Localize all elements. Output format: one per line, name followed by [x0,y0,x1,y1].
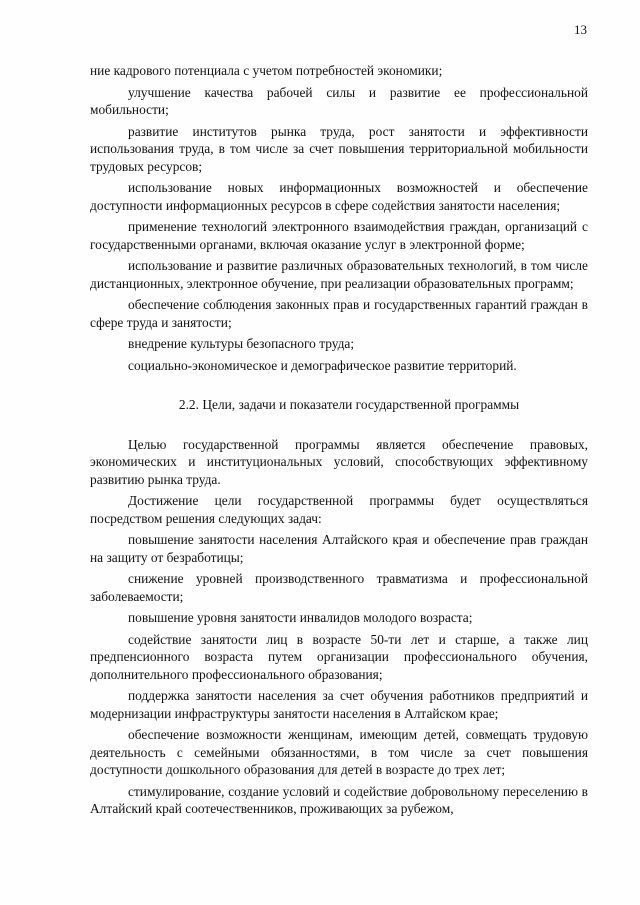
document-body [90,62,588,822]
paragraph: повышение уровня занятости инвалидов молодого возраста; [128,610,473,625]
paragraph: социально-экономическое и демографическое развитие территорий. [128,357,517,373]
paragraph: снижение уровней производственного травматизма и профессиональной заболеваемости; [90,571,588,604]
paragraph: развитие институтов рынка труда, рост занятости и эффективности использования труда, в том числе за счет повышения территориальной мобильности трудовых ресурсов; [90,123,588,174]
paragraph: повышение занятости населения Алтайского края и обеспечение прав граждан на защиту от безработицы; [90,532,588,565]
paragraph: обеспечение возможности женщинам, имеющим детей, совмещать трудовую деятельность с семейными обязанностями, в том числе за счет повышения доступности дошкольного образования для детей в возрасте до трех лет; [90,727,588,777]
paragraph: Достижение цели государственной программы будет осуществляться посредством решения следующих задач: [90,493,588,526]
paragraph: стимулирование, создание условий и содействие добровольному переселению в Алтайский край соотечественников, проживающих за рубежом, [90,783,588,816]
paragraph: применение технологий электронного взаимодействия граждан, организаций с государственными органами, включая оказание услуг в электронной форме; [90,219,588,252]
paragraph: Целью государственной программы является обеспечение правовых, экономических и институциональных условий, способствующих эффективному развитию рынка труда. [90,436,588,487]
paragraph: ние кадрового потенциала с учетом потребностей экономики; [90,63,443,78]
paragraph: содействие занятости лиц в возрасте 50-ти лет и старше, а также лиц предпенсионного возраста путем организации профессионального обучения, дополнительного профессионального образования; [90,631,588,682]
items-before-heading [90,62,588,374]
section-heading: 2.2. Цели, задачи и показатели государственной программы [178,397,520,412]
paragraph: использование новых информационных возможностей и обеспечение доступности информационных ресурсов в сфере содействия занятости населения; [90,180,588,213]
paragraph: внедрение культуры безопасного труда; [128,336,355,351]
paragraph: обеспечение соблюдения законных прав и государственных гарантий граждан в сфере труда и занятости; [90,297,588,330]
page-number: 13 [574,22,587,37]
paragraph: улучшение качества рабочей силы и развитие ее профессиональной мобильности; [90,84,588,117]
paragraph: поддержка занятости населения за счет обучения работников предприятий и модернизации инфраструктуры занятости населения в Алтайском крае; [90,688,588,721]
items-after-heading [90,436,588,818]
paragraph: использование и развитие различных образовательных технологий, в том числе дистанционных, электронное обучение, при реализации образовательных программ; [90,258,588,291]
